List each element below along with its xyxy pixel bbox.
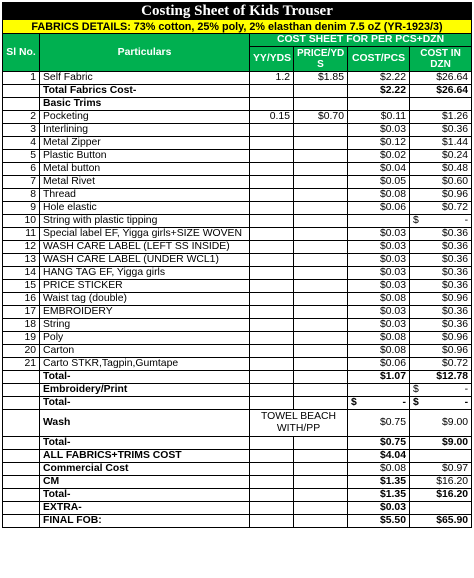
final-total-dzn: $16.20 (410, 489, 472, 502)
price-yds-cell (294, 319, 348, 332)
embroidery-total-label: Total- (40, 397, 250, 410)
price-yds-cell (294, 489, 348, 502)
header-cost-dzn: COST IN DZN (410, 47, 472, 72)
dollar-sign: $ (413, 215, 419, 226)
yy-yds-cell (250, 267, 294, 280)
cost-pcs-cell: $0.03 (348, 254, 410, 267)
particulars-cell: String (40, 319, 250, 332)
total-fabrics-dzn: $26.64 (410, 85, 472, 98)
particulars-cell: WASH CARE LABEL (LEFT SS INSIDE) (40, 241, 250, 254)
cost-dzn-cell: $0.72 (410, 358, 472, 371)
yy-yds-cell (250, 332, 294, 345)
cost-pcs-cell: $0.06 (348, 202, 410, 215)
cm-dzn: $16.20 (410, 476, 472, 489)
trim-row (3, 189, 472, 202)
costing-sheet-table (2, 2, 472, 528)
all-fabrics-trims-cost: $4.04 (348, 450, 410, 463)
trim-row (3, 215, 472, 228)
price-yds-cell (294, 137, 348, 150)
final-fob-label: FINAL FOB: (40, 515, 250, 528)
trims-total-row (3, 371, 472, 384)
price-yds-cell (294, 215, 348, 228)
particulars-cell: Special label EF, Yigga girls+SIZE WOVEN (40, 228, 250, 241)
cost-dzn-cell: $0.36 (410, 280, 472, 293)
cost-pcs-cell: $0.12 (348, 137, 410, 150)
price-yds-cell (294, 228, 348, 241)
sl-no-cell (3, 371, 40, 384)
yy-yds-cell (250, 515, 294, 528)
wash-row (3, 410, 472, 437)
particulars-cell: String with plastic tipping (40, 215, 250, 228)
cost-dzn-cell (410, 215, 472, 228)
particulars-cell: Self Fabric (40, 72, 250, 85)
sl-no-cell: 4 (3, 137, 40, 150)
sl-no-cell (3, 397, 40, 410)
particulars-cell: EMBROIDERY (40, 306, 250, 319)
price-yds-cell (294, 98, 348, 111)
dollar-sign: $ (413, 384, 419, 395)
price-yds-cell (294, 254, 348, 267)
cost-pcs-cell: $0.05 (348, 176, 410, 189)
cost-pcs-cell: $0.08 (348, 189, 410, 202)
cost-pcs-cell: $2.22 (348, 72, 410, 85)
wash-total-cost: $0.75 (348, 437, 410, 450)
yy-yds-cell (250, 280, 294, 293)
cost-dzn-cell: $0.72 (410, 202, 472, 215)
particulars-cell: Metal Zipper (40, 137, 250, 150)
cost-dzn-cell: $1.26 (410, 111, 472, 124)
price-yds-cell (294, 163, 348, 176)
sl-no-cell: 10 (3, 215, 40, 228)
dash-value: - (402, 397, 406, 408)
sl-no-cell (3, 85, 40, 98)
particulars-cell: Hole elastic (40, 202, 250, 215)
cost-dzn-cell: $0.48 (410, 163, 472, 176)
yy-yds-cell (250, 124, 294, 137)
trims-total-label: Total- (40, 371, 250, 384)
final-fob-row (3, 515, 472, 528)
sl-no-cell: 5 (3, 150, 40, 163)
cost-pcs-cell: $0.03 (348, 124, 410, 137)
trim-row (3, 254, 472, 267)
all-fabrics-trims-label: ALL FABRICS+TRIMS COST (40, 450, 250, 463)
embroidery-dzn (410, 384, 472, 397)
price-yds-cell (294, 150, 348, 163)
particulars-cell: Metal button (40, 163, 250, 176)
sl-no-cell: 14 (3, 267, 40, 280)
yy-yds-cell (250, 489, 294, 502)
sl-no-cell: 16 (3, 293, 40, 306)
total-fabrics-label: Total Fabrics Cost- (40, 85, 250, 98)
particulars-cell: WASH CARE LABEL (UNDER WCL1) (40, 254, 250, 267)
price-yds-cell (294, 293, 348, 306)
particulars-cell: HANG TAG EF, Yigga girls (40, 267, 250, 280)
wash-dzn: $9.00 (410, 410, 472, 437)
sl-no-cell: 12 (3, 241, 40, 254)
yy-yds-cell: 0.15 (250, 111, 294, 124)
trim-row (3, 150, 472, 163)
header-cost-pcs: COST/PCS (348, 47, 410, 72)
extra-cost: $0.03 (348, 502, 410, 515)
yy-yds-cell (250, 319, 294, 332)
cm-label: CM (40, 476, 250, 489)
cost-dzn-cell: $26.64 (410, 72, 472, 85)
sl-no-cell: 9 (3, 202, 40, 215)
yy-yds-cell (250, 228, 294, 241)
cost-dzn-cell: $0.96 (410, 345, 472, 358)
yy-yds-cell (250, 215, 294, 228)
trim-row (3, 124, 472, 137)
sl-no-cell (3, 489, 40, 502)
header-price-yds: PRICE/YD S (294, 47, 348, 72)
sl-no-cell: 18 (3, 319, 40, 332)
cost-pcs-cell (348, 215, 410, 228)
commercial-dzn: $0.97 (410, 463, 472, 476)
final-fob-dzn: $65.90 (410, 515, 472, 528)
yy-yds-cell (250, 384, 294, 397)
cost-pcs-cell: $0.08 (348, 293, 410, 306)
price-yds-cell: $0.70 (294, 111, 348, 124)
dash-value: - (464, 384, 469, 395)
particulars-cell: Plastic Button (40, 150, 250, 163)
yy-yds-cell: 1.2 (250, 72, 294, 85)
cost-dzn-cell: $0.36 (410, 319, 472, 332)
trim-row (3, 176, 472, 189)
commercial-label: Commercial Cost (40, 463, 250, 476)
price-yds-cell (294, 463, 348, 476)
basic-trims-row (3, 98, 472, 111)
cost-dzn-cell: $0.96 (410, 293, 472, 306)
extra-dzn (410, 502, 472, 515)
yy-yds-cell (250, 358, 294, 371)
price-yds-cell (294, 515, 348, 528)
embroidery-total-dzn (410, 397, 472, 410)
sheet-title: Costing Sheet of Kids Trouser (3, 3, 472, 20)
sl-no-cell: 3 (3, 124, 40, 137)
cost-dzn-cell: $1.44 (410, 137, 472, 150)
commercial-cost: $0.08 (348, 463, 410, 476)
yy-yds-cell (250, 476, 294, 489)
price-yds-cell (294, 241, 348, 254)
trims-total-dzn: $12.78 (410, 371, 472, 384)
price-yds-cell (294, 332, 348, 345)
price-yds-cell (294, 189, 348, 202)
yy-yds-cell (250, 98, 294, 111)
cost-pcs-cell: $0.06 (348, 358, 410, 371)
dollar-sign: $ (351, 397, 357, 408)
commercial-row (3, 463, 472, 476)
total-fabrics-cost: $2.22 (348, 85, 410, 98)
cost-dzn-cell: $0.36 (410, 124, 472, 137)
particulars-cell: Poly (40, 332, 250, 345)
yy-yds-cell (250, 463, 294, 476)
cost-dzn-cell: $0.36 (410, 241, 472, 254)
final-total-row (3, 489, 472, 502)
cost-dzn-cell: $0.36 (410, 254, 472, 267)
yy-yds-cell (250, 502, 294, 515)
trim-row (3, 280, 472, 293)
fabric-row (3, 72, 472, 85)
cost-pcs-cell: $0.08 (348, 332, 410, 345)
price-yds-cell (294, 450, 348, 463)
header-cost-sheet: COST SHEET FOR PER PCS+DZN (250, 34, 472, 47)
trim-row (3, 228, 472, 241)
trim-row (3, 137, 472, 150)
price-yds-cell (294, 384, 348, 397)
price-yds-cell (294, 397, 348, 410)
price-yds-cell (294, 85, 348, 98)
particulars-cell: PRICE STICKER (40, 280, 250, 293)
final-fob-cost: $5.50 (348, 515, 410, 528)
wash-total-dzn: $9.00 (410, 437, 472, 450)
extra-label: EXTRA- (40, 502, 250, 515)
sl-no-cell: 13 (3, 254, 40, 267)
header-sl-no: Sl No. (3, 34, 40, 72)
wash-cost: $0.75 (348, 410, 410, 437)
dash-value: - (464, 215, 469, 226)
cost-pcs-cell: $0.03 (348, 241, 410, 254)
cost-dzn-cell: $0.24 (410, 150, 472, 163)
trim-row (3, 267, 472, 280)
yy-yds-cell (250, 137, 294, 150)
particulars-cell: Waist tag (double) (40, 293, 250, 306)
trim-row (3, 332, 472, 345)
yy-yds-cell (250, 189, 294, 202)
final-total-label: Total- (40, 489, 250, 502)
price-yds-cell (294, 371, 348, 384)
sl-no-cell: 6 (3, 163, 40, 176)
total-fabrics-row (3, 85, 472, 98)
particulars-cell: Metal Rivet (40, 176, 250, 189)
all-fabrics-trims-dzn (410, 450, 472, 463)
cost-pcs-cell: $0.03 (348, 319, 410, 332)
fabric-details: FABRICS DETAILS: 73% cotton, 25% poly, 2% elasthan denim 7.5 oZ (YR-1923/3) (3, 20, 472, 34)
cost-dzn-cell: $0.36 (410, 267, 472, 280)
trim-row (3, 293, 472, 306)
sl-no-cell: 15 (3, 280, 40, 293)
cost-pcs-cell: $0.03 (348, 228, 410, 241)
cm-row (3, 476, 472, 489)
yy-yds-cell (250, 397, 294, 410)
embroidery-total-row (3, 397, 472, 410)
sl-no-cell: 1 (3, 72, 40, 85)
dash-value: - (464, 397, 469, 408)
trim-row (3, 163, 472, 176)
dollar-sign: $ (413, 397, 419, 408)
cost-pcs-cell: $0.11 (348, 111, 410, 124)
wash-unit: TOWEL BEACH WITH/PP (250, 410, 348, 437)
particulars-cell: Carto STKR,Tagpin,Gumtape (40, 358, 250, 371)
yy-yds-cell (250, 437, 294, 450)
cost-pcs-cell: $0.02 (348, 150, 410, 163)
cost-pcs-cell (348, 98, 410, 111)
price-yds-cell (294, 176, 348, 189)
cost-dzn-cell: $0.96 (410, 332, 472, 345)
yy-yds-cell (250, 371, 294, 384)
sl-no-cell: 21 (3, 358, 40, 371)
sl-no-cell (3, 502, 40, 515)
yy-yds-cell (250, 306, 294, 319)
particulars-cell: Thread (40, 189, 250, 202)
sl-no-cell (3, 384, 40, 397)
trims-total-cost: $1.07 (348, 371, 410, 384)
price-yds-cell (294, 502, 348, 515)
price-yds-cell: $1.85 (294, 72, 348, 85)
cost-dzn-cell: $0.96 (410, 189, 472, 202)
cost-pcs-cell: $0.03 (348, 267, 410, 280)
yy-yds-cell (250, 150, 294, 163)
yy-yds-cell (250, 254, 294, 267)
particulars-cell: Interlining (40, 124, 250, 137)
price-yds-cell (294, 306, 348, 319)
yy-yds-cell (250, 202, 294, 215)
final-total-cost: $1.35 (348, 489, 410, 502)
sl-no-cell (3, 410, 40, 437)
cost-dzn-cell (410, 98, 472, 111)
cost-dzn-cell: $0.36 (410, 228, 472, 241)
sl-no-cell (3, 450, 40, 463)
yy-yds-cell (250, 85, 294, 98)
price-yds-cell (294, 476, 348, 489)
sl-no-cell: 19 (3, 332, 40, 345)
sl-no-cell: 11 (3, 228, 40, 241)
cost-pcs-cell: $0.08 (348, 345, 410, 358)
extra-row (3, 502, 472, 515)
header-yy-yds: YY/YDS (250, 47, 294, 72)
trim-row (3, 306, 472, 319)
cost-pcs-cell: $0.04 (348, 163, 410, 176)
embroidery-label: Embroidery/Print (40, 384, 250, 397)
sl-no-cell (3, 98, 40, 111)
yy-yds-cell (250, 163, 294, 176)
cost-pcs-cell (348, 384, 410, 397)
yy-yds-cell (250, 345, 294, 358)
trim-row (3, 241, 472, 254)
particulars-cell: Pocketing (40, 111, 250, 124)
wash-total-row (3, 437, 472, 450)
all-fabrics-trims-row (3, 450, 472, 463)
sl-no-cell: 17 (3, 306, 40, 319)
sl-no-cell: 2 (3, 111, 40, 124)
sl-no-cell (3, 437, 40, 450)
cost-dzn-cell: $0.36 (410, 306, 472, 319)
header-particulars: Particulars (40, 34, 250, 72)
trim-row (3, 319, 472, 332)
trim-row (3, 202, 472, 215)
cost-pcs-cell: $0.03 (348, 306, 410, 319)
price-yds-cell (294, 280, 348, 293)
yy-yds-cell (250, 241, 294, 254)
sl-no-cell (3, 463, 40, 476)
sl-no-cell: 8 (3, 189, 40, 202)
trim-row (3, 358, 472, 371)
basic-trims-label: Basic Trims (40, 98, 250, 111)
particulars-cell: Carton (40, 345, 250, 358)
sl-no-cell: 20 (3, 345, 40, 358)
price-yds-cell (294, 358, 348, 371)
trim-row (3, 345, 472, 358)
yy-yds-cell (250, 450, 294, 463)
price-yds-cell (294, 437, 348, 450)
yy-yds-cell (250, 176, 294, 189)
sl-no-cell (3, 476, 40, 489)
price-yds-cell (294, 124, 348, 137)
price-yds-cell (294, 267, 348, 280)
wash-label: Wash (40, 410, 250, 437)
embroidery-row (3, 384, 472, 397)
price-yds-cell (294, 202, 348, 215)
wash-total-label: Total- (40, 437, 250, 450)
cm-cost: $1.35 (348, 476, 410, 489)
sl-no-cell (3, 515, 40, 528)
trim-row (3, 111, 472, 124)
price-yds-cell (294, 345, 348, 358)
sl-no-cell: 7 (3, 176, 40, 189)
cost-pcs-cell: $0.03 (348, 280, 410, 293)
cost-dzn-cell: $0.60 (410, 176, 472, 189)
yy-yds-cell (250, 293, 294, 306)
embroidery-total-cost (348, 397, 410, 410)
